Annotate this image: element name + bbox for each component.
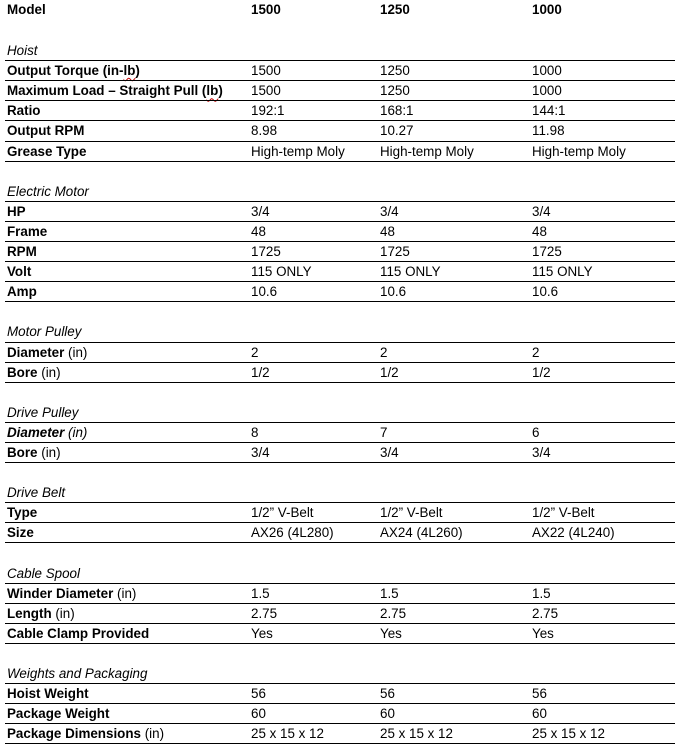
cell-model-1500: 8.98 bbox=[251, 123, 278, 139]
row-label-part: Ratio bbox=[7, 103, 41, 119]
table-row bbox=[0, 81, 683, 101]
cell-model-1000: 1000 bbox=[532, 83, 562, 99]
cell-model-1250: Yes bbox=[380, 625, 402, 641]
section-title-row-hoist bbox=[0, 41, 683, 61]
row-label-part: Package Dimensions bbox=[7, 726, 141, 742]
row-label bbox=[7, 423, 87, 443]
model-1250-header: 1250 bbox=[380, 2, 410, 17]
cell-model-1500: 1/2” V-Belt bbox=[251, 505, 314, 521]
cell-model-1000: 1/2” V-Belt bbox=[532, 505, 595, 521]
row-label-part: (in) bbox=[64, 424, 88, 440]
table-row bbox=[0, 684, 683, 704]
row-label-part: Bore bbox=[7, 444, 38, 460]
cell-model-1250: 48 bbox=[380, 223, 395, 239]
table-row bbox=[0, 262, 683, 282]
cell-model-1000: AX22 (4L240) bbox=[532, 525, 615, 541]
cell-model-1500: 2 bbox=[251, 344, 259, 360]
row-label-part: Output Torque (in- bbox=[7, 63, 124, 79]
table-row bbox=[0, 704, 683, 724]
row-label bbox=[7, 61, 140, 81]
section-title: Motor Pulley bbox=[7, 324, 82, 340]
row-label-part: lb bbox=[123, 63, 136, 79]
section-title: Weights and Packaging bbox=[7, 666, 148, 681]
row-label-part: Frame bbox=[7, 223, 48, 239]
section-title: Cable Spool bbox=[7, 565, 80, 581]
cell-model-1500: 3/4 bbox=[251, 203, 270, 219]
section-title-row-drive-pulley bbox=[0, 403, 683, 423]
section-title: Electric Motor bbox=[7, 183, 89, 199]
cell-model-1000: Yes bbox=[532, 625, 554, 641]
row-label bbox=[7, 704, 109, 724]
cell-model-1000: 3/4 bbox=[532, 203, 551, 219]
sections-container bbox=[0, 21, 683, 744]
row-label-part: Amp bbox=[7, 284, 37, 300]
table-row bbox=[0, 282, 683, 302]
section-spacer bbox=[0, 21, 683, 41]
cell-model-1500: 1500 bbox=[251, 83, 281, 99]
cell-model-1000: 60 bbox=[532, 706, 547, 722]
cell-model-1500: 3/4 bbox=[251, 444, 270, 460]
row-label-part: Bore bbox=[7, 364, 38, 380]
row-label bbox=[7, 343, 87, 363]
row-label bbox=[7, 503, 37, 523]
table-row bbox=[0, 624, 683, 644]
row-label bbox=[7, 81, 223, 101]
cell-model-1250: 7 bbox=[380, 424, 388, 440]
table-row bbox=[0, 343, 683, 363]
cell-model-1250: 1725 bbox=[380, 244, 410, 260]
cell-model-1500: 10.6 bbox=[251, 284, 278, 300]
row-label-part: Grease Type bbox=[7, 143, 87, 159]
cell-model-1000: 48 bbox=[532, 223, 547, 239]
row-label bbox=[7, 142, 86, 162]
table-row bbox=[0, 584, 683, 604]
cell-model-1250: 1250 bbox=[380, 83, 410, 99]
cell-model-1000: 2.75 bbox=[532, 605, 559, 621]
cell-model-1500: High-temp Moly bbox=[251, 143, 345, 159]
table-row bbox=[0, 423, 683, 443]
table-row bbox=[0, 142, 683, 162]
cell-model-1250: 60 bbox=[380, 706, 395, 722]
table-row bbox=[0, 604, 683, 624]
table-row bbox=[0, 121, 683, 141]
section-spacer bbox=[0, 463, 683, 483]
cell-model-1500: AX26 (4L280) bbox=[251, 525, 334, 541]
row-label-part: (in) bbox=[37, 364, 61, 380]
cell-model-1250: 1.5 bbox=[380, 585, 399, 601]
section-title: Drive Pulley bbox=[7, 404, 79, 420]
cell-model-1500: Yes bbox=[251, 625, 273, 641]
cell-model-1250: 10.6 bbox=[380, 284, 407, 300]
row-label-part: Diameter bbox=[7, 424, 65, 440]
cell-model-1000: 2 bbox=[532, 344, 540, 360]
row-label-part: Winder Diameter bbox=[7, 585, 114, 601]
cell-model-1250: 1/2” V-Belt bbox=[380, 505, 443, 521]
table-row bbox=[0, 222, 683, 242]
cell-model-1000: 1725 bbox=[532, 244, 562, 260]
row-label bbox=[7, 443, 61, 463]
row-label bbox=[7, 584, 136, 604]
cell-model-1000: High-temp Moly bbox=[532, 143, 626, 159]
section-spacer bbox=[0, 543, 683, 563]
section-spacer bbox=[0, 162, 683, 182]
row-label-part: (in) bbox=[37, 444, 61, 460]
cell-model-1500: 1725 bbox=[251, 244, 281, 260]
cell-model-1500: 1/2 bbox=[251, 364, 270, 380]
cell-model-1500: 8 bbox=[251, 424, 259, 440]
section-spacer bbox=[0, 302, 683, 322]
cell-model-1500: 192:1 bbox=[251, 103, 285, 119]
cell-model-1250: 168:1 bbox=[380, 103, 414, 119]
cell-model-1500: 2.75 bbox=[251, 605, 278, 621]
cell-model-1000: 3/4 bbox=[532, 444, 551, 460]
cell-model-1250: 3/4 bbox=[380, 444, 399, 460]
header-row bbox=[0, 0, 683, 21]
row-label-part: lb bbox=[206, 83, 219, 99]
row-label-part: Hoist Weight bbox=[7, 686, 89, 702]
table-row bbox=[0, 443, 683, 463]
cell-model-1500: 1.5 bbox=[251, 585, 270, 601]
row-label-part: Maximum Load – Straight Pull ( bbox=[7, 83, 207, 99]
model-1500-header: 1500 bbox=[251, 2, 281, 17]
row-label bbox=[7, 262, 31, 282]
cell-model-1000: 10.6 bbox=[532, 284, 559, 300]
cell-model-1000: 25 x 15 x 12 bbox=[532, 726, 605, 742]
row-label bbox=[7, 363, 61, 383]
cell-model-1250: 2.75 bbox=[380, 605, 407, 621]
header-label: Model bbox=[7, 2, 46, 17]
cell-model-1000: 6 bbox=[532, 424, 540, 440]
cell-model-1250: 3/4 bbox=[380, 203, 399, 219]
cell-model-1000: 1000 bbox=[532, 63, 562, 79]
table-row bbox=[0, 724, 683, 744]
cell-model-1250: 25 x 15 x 12 bbox=[380, 726, 453, 742]
section-title: Drive Belt bbox=[7, 485, 66, 501]
table-row bbox=[0, 101, 683, 121]
row-label bbox=[7, 222, 47, 242]
section-title-row-electric-motor bbox=[0, 182, 683, 202]
table-row bbox=[0, 503, 683, 523]
model-1000-header: 1000 bbox=[532, 2, 562, 17]
row-label bbox=[7, 282, 37, 302]
row-label-part: Volt bbox=[7, 264, 32, 280]
section-title-row-weights-and-packaging bbox=[0, 664, 683, 684]
row-label-part: (in) bbox=[64, 344, 88, 360]
row-label-part: Diameter bbox=[7, 344, 65, 360]
cell-model-1250: 56 bbox=[380, 686, 395, 702]
row-label-part: Output RPM bbox=[7, 123, 85, 139]
cell-model-1000: 1/2 bbox=[532, 364, 551, 380]
section-spacer bbox=[0, 383, 683, 403]
row-label-part: Type bbox=[7, 505, 38, 521]
row-label-part: ) bbox=[218, 83, 223, 99]
section-title-row-motor-pulley bbox=[0, 322, 683, 342]
cell-model-1250: 115 ONLY bbox=[380, 264, 441, 280]
row-label bbox=[7, 604, 75, 624]
cell-model-1000: 11.98 bbox=[532, 123, 565, 139]
cell-model-1250: 10.27 bbox=[380, 123, 414, 139]
cell-model-1250: 1/2 bbox=[380, 364, 399, 380]
row-label bbox=[7, 684, 89, 704]
table-row bbox=[0, 202, 683, 222]
section-title-row-cable-spool bbox=[0, 564, 683, 584]
row-label-part: Cable Clamp Provided bbox=[7, 625, 150, 641]
cell-model-1500: 1500 bbox=[251, 63, 281, 79]
row-label bbox=[7, 624, 149, 644]
table-row bbox=[0, 61, 683, 81]
row-label-part: (in) bbox=[113, 585, 137, 601]
row-label-part: (in) bbox=[140, 726, 165, 742]
row-label bbox=[7, 523, 34, 543]
cell-model-1250: 2 bbox=[380, 344, 388, 360]
cell-model-1000: 144:1 bbox=[532, 103, 566, 119]
row-label bbox=[7, 724, 164, 744]
row-label-part: RPM bbox=[7, 244, 37, 260]
row-label-part: Length bbox=[7, 605, 52, 621]
cell-model-1500: 60 bbox=[251, 706, 266, 722]
cell-model-1000: 56 bbox=[532, 686, 547, 702]
cell-model-1000: 115 ONLY bbox=[532, 264, 593, 280]
row-label bbox=[7, 202, 26, 222]
row-label bbox=[7, 101, 40, 121]
row-label bbox=[7, 242, 37, 262]
row-label-part: Size bbox=[7, 525, 34, 541]
table-row bbox=[0, 523, 683, 543]
cell-model-1500: 48 bbox=[251, 223, 266, 239]
row-label-part: Package Weight bbox=[7, 706, 110, 722]
row-label bbox=[7, 121, 84, 141]
cell-model-1500: 56 bbox=[251, 686, 266, 702]
cell-model-1250: 1250 bbox=[380, 63, 410, 79]
row-label-part: ) bbox=[135, 63, 140, 79]
cell-model-1500: 115 ONLY bbox=[251, 264, 312, 280]
section-spacer bbox=[0, 644, 683, 664]
section-title-row-drive-belt bbox=[0, 483, 683, 503]
cell-model-1500: 25 x 15 x 12 bbox=[251, 726, 324, 742]
row-label-part: (in) bbox=[51, 605, 75, 621]
table-row bbox=[0, 363, 683, 383]
table-row bbox=[0, 242, 683, 262]
section-title: Hoist bbox=[7, 43, 38, 59]
row-label-part: HP bbox=[7, 203, 26, 219]
cell-model-1250: High-temp Moly bbox=[380, 143, 474, 159]
cell-model-1250: AX24 (4L260) bbox=[380, 525, 463, 541]
cell-model-1000: 1.5 bbox=[532, 585, 551, 601]
